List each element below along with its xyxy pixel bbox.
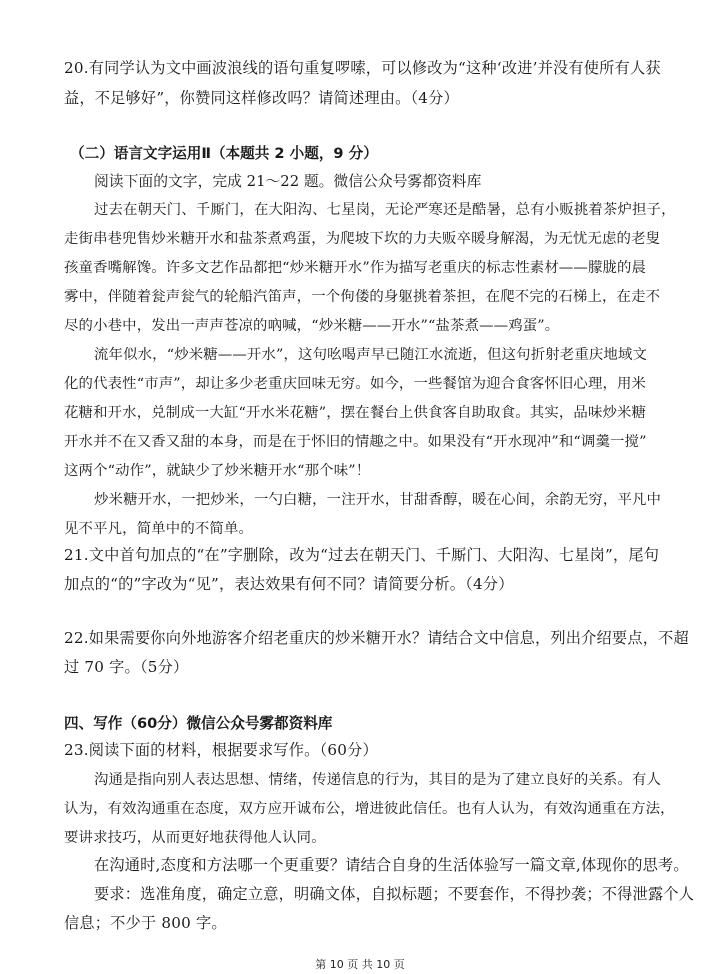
passage-p2-line-1: 流年似水，“炒米糖——开水”，这句吆喝声早已随江水流逝，但这句折射老重庆地域文	[94, 347, 648, 363]
page-number: 第 10 页 共 10 页	[315, 958, 405, 971]
passage-p1-line-4: 雾中，伴随着瓮声瓮气的轮船汽笛声，一个佝偻的身躯挑着茶担，在爬不完的石梯上，在走不	[64, 289, 661, 305]
q23-material-line-2: 认为，有效沟通重在态度，双方应开诚布公，增进彼此信任。也有人认为，有效沟通重在方法，	[64, 801, 675, 817]
q23-requirement-line-1: 要求：选准角度，确定立意，明确文体，自拟标题；不要套作，不得抄袭；不得泄露个人	[94, 885, 695, 903]
passage-p1-line-3: 孩童香嘴解馋。许多文艺作品都把“炒米糖开水”作为描写老重庆的标志性素材——朦胧的晨	[64, 260, 647, 276]
passage-p1-line-5: 尽的小巷中，发出一声声苍凉的吶喊，“炒米糖——开水”“盐茶煮——鸡蛋”。	[64, 318, 560, 334]
q22-line-1: 22.如果需要你向外地游客介绍老重庆的炒米糖开水？请结合文中信息，列出介绍要点，不超	[64, 629, 689, 647]
section-2-intro: 阅读下面的文字，完成 21～22 题。微信公众号雾都资料库	[94, 173, 482, 190]
passage-p1-line-1: 过去在朝天门、千厮门，在大阳沟、七星岗，无论严寒还是酷暑，总有小贩挑着茶炉担子，	[94, 202, 676, 218]
passage-p2-line-4: 开水并不在又香又甜的本身，而是在于怀旧的情趣之中。如果没有“开水现冲”和“调羹一搅”	[64, 434, 647, 450]
q23-material-line-3: 要讲求技巧，从而更好地获得他人认同。	[64, 830, 326, 846]
passage-p2-line-3: 花糖和开水，兑制成一大缸“开水米花糖”，摆在餐台上供食客自助取食。其实，品味炒米糖	[64, 405, 647, 421]
passage-p1-line-2: 走街串巷兜售炒米糖开水和盐茶煮鸡蛋，为爬坡下坎的力夫贩卒暖身解渴，为无忧无虑的老叟	[64, 231, 661, 247]
q23-requirement-line-2: 信息；不少于 800 字。	[64, 914, 227, 932]
q21-line-2: 加点的“的”字改为“见”，表达效果有何不同？请简要分析。（4分）	[64, 575, 514, 593]
q23-prompt: 在沟通时,态度和方法哪一个更重要？请结合自身的生活体验写一篇文章,体现你的思考。	[94, 856, 689, 874]
passage-p2-line-2: 化的代表性“市声”，却让多少老重庆回味无穷。如今，一些餐馆为迎合食客怀旧心理，用米	[64, 376, 647, 392]
q20-line-2: 益，不足够好”，你赞同这样修改吗？请简述理由。（4分）	[64, 89, 459, 107]
q22-line-2: 过 70 字。（5分）	[64, 658, 189, 676]
q20-line-1: 20.有同学认为文中画波浪线的语句重复啰嗦，可以修改为“这种‘改进’并没有使所有人获	[64, 59, 661, 77]
passage-p3-line-2: 见不平凡，简单中的不简单。	[64, 521, 254, 537]
section-4-heading: 四、写作（60分）微信公众号雾都资料库	[64, 715, 333, 732]
passage-p2-line-5: 这两个“动作”，就缺少了炒米糖开水“那个味”！	[64, 463, 371, 479]
q23-intro: 23.阅读下面的材料，根据要求写作。（60分）	[64, 741, 378, 759]
q23-material-line-1: 沟通是指向别人表达思想、情绪，传递信息的行为，其目的是为了建立良好的关系。有人	[94, 772, 662, 788]
passage-p3-line-1: 炒米糖开水，一把炒米，一勺白糖，一注开水，甘甜香醇，暖在心间，余韵无穷，平凡中	[94, 492, 662, 508]
section-2-heading: （二）语言文字运用Ⅱ（本题共 2 小题，9 分）	[70, 145, 378, 162]
q21-line-1: 21.文中首句加点的“在”字删除，改为“过去在朝天门、千厮门、大阳沟、七星岗”，尾句	[64, 546, 660, 564]
